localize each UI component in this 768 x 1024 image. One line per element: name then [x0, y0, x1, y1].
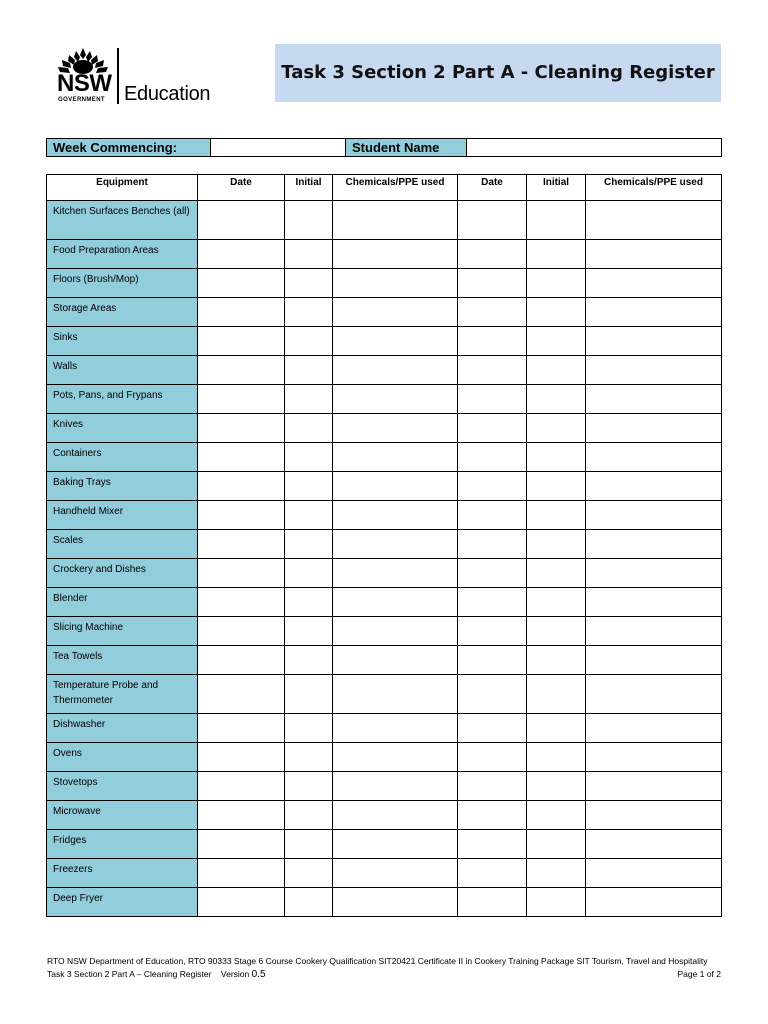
date-cell[interactable]: [198, 830, 285, 859]
date-cell[interactable]: [458, 530, 527, 559]
table-row: [47, 830, 722, 859]
initial-cell[interactable]: [527, 675, 586, 714]
footer-rto-line: RTO NSW Department of Education, RTO 90333 Stage 6 Course Cookery Qualification SIT20421 Certificate II in Cookery Training Package SIT Tourism, Travel and Hospitality: [47, 956, 708, 966]
initial-cell[interactable]: [285, 327, 333, 356]
initial-cell[interactable]: [527, 501, 586, 530]
date-cell[interactable]: [458, 327, 527, 356]
initial-cell[interactable]: [285, 743, 333, 772]
date-cell[interactable]: [198, 240, 285, 269]
column-header-date: Date: [198, 175, 285, 201]
chemicals-ppe-cell[interactable]: [586, 385, 722, 414]
chemicals-ppe-cell[interactable]: [333, 414, 458, 443]
student-name-label: Student Name: [346, 139, 467, 157]
initial-cell[interactable]: [285, 356, 333, 385]
date-cell[interactable]: [198, 472, 285, 501]
table-row: [47, 772, 722, 801]
equipment-cell: Tea Towels: [47, 646, 198, 675]
chemicals-ppe-cell[interactable]: [333, 443, 458, 472]
chemicals-ppe-cell[interactable]: [333, 385, 458, 414]
chemicals-ppe-cell[interactable]: [333, 530, 458, 559]
chemicals-ppe-cell[interactable]: [333, 859, 458, 888]
chemicals-ppe-cell[interactable]: [586, 530, 722, 559]
date-cell[interactable]: [458, 801, 527, 830]
equipment-cell: Temperature Probe and Thermometer: [47, 675, 198, 714]
logo-brand: NSW: [57, 70, 112, 97]
date-cell[interactable]: [458, 772, 527, 801]
chemicals-ppe-cell[interactable]: [586, 298, 722, 327]
date-cell[interactable]: [198, 588, 285, 617]
nsw-education-logo: [56, 46, 226, 106]
equipment-cell: Handheld Mixer: [47, 501, 198, 530]
equipment-cell: Ovens: [47, 743, 198, 772]
chemicals-ppe-cell[interactable]: [333, 327, 458, 356]
chemicals-ppe-cell[interactable]: [586, 501, 722, 530]
chemicals-ppe-cell[interactable]: [586, 201, 722, 240]
title-box: [275, 44, 721, 102]
equipment-cell: Knives: [47, 414, 198, 443]
initial-cell[interactable]: [285, 201, 333, 240]
initial-cell[interactable]: [285, 472, 333, 501]
initial-cell[interactable]: [527, 743, 586, 772]
logo-government: GOVERNMENT: [58, 97, 106, 103]
date-cell[interactable]: [198, 714, 285, 743]
column-header-date: Date: [458, 175, 527, 201]
initial-cell[interactable]: [527, 530, 586, 559]
chemicals-ppe-cell[interactable]: [333, 675, 458, 714]
table-row: [47, 414, 722, 443]
chemicals-ppe-cell[interactable]: [586, 888, 722, 917]
equipment-cell: Dishwasher: [47, 714, 198, 743]
equipment-cell: Kitchen Surfaces Benches (all): [47, 201, 198, 240]
equipment-cell: Storage Areas: [47, 298, 198, 327]
equipment-cell: Microwave: [47, 801, 198, 830]
equipment-cell: Crockery and Dishes: [47, 559, 198, 588]
table-row: [47, 443, 722, 472]
initial-cell[interactable]: [527, 327, 586, 356]
equipment-cell: Pots, Pans, and Frypans: [47, 385, 198, 414]
column-header-chemicals-ppe: Chemicals/PPE used: [333, 175, 458, 201]
initial-cell[interactable]: [527, 269, 586, 298]
column-header-equipment: Equipment: [47, 175, 198, 201]
equipment-cell: Walls: [47, 356, 198, 385]
chemicals-ppe-cell[interactable]: [586, 801, 722, 830]
date-cell[interactable]: [198, 201, 285, 240]
date-cell[interactable]: [458, 385, 527, 414]
date-cell[interactable]: [198, 501, 285, 530]
chemicals-ppe-cell[interactable]: [586, 327, 722, 356]
table-row: [47, 888, 722, 917]
initial-cell[interactable]: [527, 414, 586, 443]
chemicals-ppe-cell[interactable]: [333, 240, 458, 269]
initial-cell[interactable]: [285, 414, 333, 443]
chemicals-ppe-cell[interactable]: [333, 743, 458, 772]
equipment-cell: Slicing Machine: [47, 617, 198, 646]
date-cell[interactable]: [458, 201, 527, 240]
initial-cell[interactable]: [285, 646, 333, 675]
date-cell[interactable]: [458, 414, 527, 443]
chemicals-ppe-cell[interactable]: [586, 772, 722, 801]
week-commencing-field[interactable]: [211, 139, 346, 157]
chemicals-ppe-cell[interactable]: [586, 443, 722, 472]
table-row: [47, 675, 722, 714]
date-cell[interactable]: [458, 675, 527, 714]
date-cell[interactable]: [198, 443, 285, 472]
initial-cell[interactable]: [285, 830, 333, 859]
date-cell[interactable]: [458, 830, 527, 859]
table-row: [47, 327, 722, 356]
cleaning-register-table: [46, 174, 722, 917]
chemicals-ppe-cell[interactable]: [333, 559, 458, 588]
date-cell[interactable]: [198, 801, 285, 830]
equipment-cell: Containers: [47, 443, 198, 472]
date-cell[interactable]: [458, 472, 527, 501]
equipment-cell: Sinks: [47, 327, 198, 356]
date-cell[interactable]: [198, 356, 285, 385]
week-commencing-label: Week Commencing:: [47, 139, 211, 157]
date-cell[interactable]: [198, 646, 285, 675]
initial-cell[interactable]: [285, 443, 333, 472]
logo-divider: [117, 48, 119, 104]
date-cell[interactable]: [458, 559, 527, 588]
equipment-cell: Deep Fryer: [47, 888, 198, 917]
chemicals-ppe-cell[interactable]: [333, 298, 458, 327]
chemicals-ppe-cell[interactable]: [333, 201, 458, 240]
equipment-cell: Stovetops: [47, 772, 198, 801]
chemicals-ppe-cell[interactable]: [586, 414, 722, 443]
equipment-cell: Scales: [47, 530, 198, 559]
register-header-row: [47, 175, 722, 201]
date-cell[interactable]: [198, 888, 285, 917]
date-cell[interactable]: [198, 269, 285, 298]
logo-department: Education: [124, 83, 211, 105]
chemicals-ppe-cell[interactable]: [586, 240, 722, 269]
chemicals-ppe-cell[interactable]: [333, 714, 458, 743]
chemicals-ppe-cell[interactable]: [333, 588, 458, 617]
chemicals-ppe-cell[interactable]: [586, 859, 722, 888]
chemicals-ppe-cell[interactable]: [586, 269, 722, 298]
initial-cell[interactable]: [285, 501, 333, 530]
footer-doc-line: [47, 968, 721, 981]
column-header-chemicals-ppe: Chemicals/PPE used: [586, 175, 722, 201]
page-footer: [47, 955, 721, 981]
table-row: [47, 714, 722, 743]
chemicals-ppe-cell[interactable]: [586, 472, 722, 501]
date-cell[interactable]: [198, 743, 285, 772]
chemicals-ppe-cell[interactable]: [333, 801, 458, 830]
footer-doc-name: Task 3 Section 2 Part A – Cleaning Register: [47, 969, 212, 979]
equipment-cell: Food Preparation Areas: [47, 240, 198, 269]
initial-cell[interactable]: [527, 588, 586, 617]
date-cell[interactable]: [458, 888, 527, 917]
initial-cell[interactable]: [527, 240, 586, 269]
date-cell[interactable]: [198, 530, 285, 559]
equipment-cell: Freezers: [47, 859, 198, 888]
chemicals-ppe-cell[interactable]: [333, 646, 458, 675]
date-cell[interactable]: [458, 501, 527, 530]
table-row: [47, 269, 722, 298]
chemicals-ppe-cell[interactable]: [586, 675, 722, 714]
initial-cell[interactable]: [527, 801, 586, 830]
initial-cell[interactable]: [285, 772, 333, 801]
initial-cell[interactable]: [527, 830, 586, 859]
initial-cell[interactable]: [285, 888, 333, 917]
initial-cell[interactable]: [527, 714, 586, 743]
table-row: [47, 240, 722, 269]
footer-doc-info: [47, 968, 266, 981]
chemicals-ppe-cell[interactable]: [586, 646, 722, 675]
chemicals-ppe-cell[interactable]: [333, 356, 458, 385]
initial-cell[interactable]: [527, 617, 586, 646]
date-cell[interactable]: [198, 298, 285, 327]
chemicals-ppe-cell[interactable]: [586, 588, 722, 617]
initial-cell[interactable]: [285, 298, 333, 327]
initial-cell[interactable]: [527, 888, 586, 917]
table-row: [47, 385, 722, 414]
table-row: [47, 588, 722, 617]
chemicals-ppe-cell[interactable]: [333, 617, 458, 646]
initial-cell[interactable]: [285, 269, 333, 298]
initial-cell[interactable]: [285, 714, 333, 743]
equipment-cell: Blender: [47, 588, 198, 617]
chemicals-ppe-cell[interactable]: [586, 714, 722, 743]
chemicals-ppe-cell[interactable]: [333, 888, 458, 917]
table-row: [47, 201, 722, 240]
date-cell[interactable]: [198, 385, 285, 414]
date-cell[interactable]: [458, 443, 527, 472]
table-row: [47, 472, 722, 501]
chemicals-ppe-cell[interactable]: [586, 356, 722, 385]
table-row: [47, 356, 722, 385]
column-header-initial: Initial: [527, 175, 586, 201]
initial-cell[interactable]: [527, 385, 586, 414]
date-cell[interactable]: [458, 356, 527, 385]
table-row: [47, 298, 722, 327]
initial-cell[interactable]: [527, 646, 586, 675]
initial-cell[interactable]: [285, 588, 333, 617]
date-cell[interactable]: [458, 646, 527, 675]
info-table: [46, 138, 722, 157]
initial-cell[interactable]: [527, 559, 586, 588]
chemicals-ppe-cell[interactable]: [333, 472, 458, 501]
date-cell[interactable]: [198, 772, 285, 801]
footer-version: 0.5: [251, 969, 266, 980]
initial-cell[interactable]: [285, 675, 333, 714]
initial-cell[interactable]: [285, 385, 333, 414]
chemicals-ppe-cell[interactable]: [333, 501, 458, 530]
date-cell[interactable]: [458, 298, 527, 327]
initial-cell[interactable]: [285, 801, 333, 830]
initial-cell[interactable]: [285, 859, 333, 888]
info-row: [47, 139, 722, 157]
table-row: [47, 743, 722, 772]
chemicals-ppe-cell[interactable]: [333, 772, 458, 801]
initial-cell[interactable]: [285, 559, 333, 588]
table-row: [47, 801, 722, 830]
date-cell[interactable]: [198, 327, 285, 356]
table-row: [47, 530, 722, 559]
student-name-field[interactable]: [467, 139, 722, 157]
initial-cell[interactable]: [527, 472, 586, 501]
table-row: [47, 501, 722, 530]
chemicals-ppe-cell[interactable]: [586, 830, 722, 859]
date-cell[interactable]: [458, 859, 527, 888]
date-cell[interactable]: [458, 743, 527, 772]
footer-page-number: Page 1 of 2: [677, 969, 721, 979]
initial-cell[interactable]: [285, 617, 333, 646]
table-row: [47, 859, 722, 888]
equipment-cell: Baking Trays: [47, 472, 198, 501]
initial-cell[interactable]: [527, 356, 586, 385]
chemicals-ppe-cell[interactable]: [333, 269, 458, 298]
date-cell[interactable]: [198, 414, 285, 443]
chemicals-ppe-cell[interactable]: [586, 743, 722, 772]
chemicals-ppe-cell[interactable]: [333, 830, 458, 859]
initial-cell[interactable]: [527, 443, 586, 472]
date-cell[interactable]: [458, 714, 527, 743]
register-body: [47, 201, 722, 917]
date-cell[interactable]: [198, 859, 285, 888]
initial-cell[interactable]: [285, 530, 333, 559]
footer-version-label: Version: [220, 969, 250, 979]
date-cell[interactable]: [198, 617, 285, 646]
date-cell[interactable]: [198, 675, 285, 714]
date-cell[interactable]: [458, 588, 527, 617]
chemicals-ppe-cell[interactable]: [586, 559, 722, 588]
equipment-cell: Fridges: [47, 830, 198, 859]
initial-cell[interactable]: [527, 298, 586, 327]
table-row: [47, 617, 722, 646]
initial-cell[interactable]: [527, 201, 586, 240]
date-cell[interactable]: [198, 559, 285, 588]
initial-cell[interactable]: [527, 772, 586, 801]
page-title: Task 3 Section 2 Part A - Cleaning Register: [281, 62, 715, 83]
column-header-initial: Initial: [285, 175, 333, 201]
initial-cell[interactable]: [285, 240, 333, 269]
date-cell[interactable]: [458, 617, 527, 646]
date-cell[interactable]: [458, 269, 527, 298]
table-row: [47, 559, 722, 588]
table-row: [47, 646, 722, 675]
initial-cell[interactable]: [527, 859, 586, 888]
date-cell[interactable]: [458, 240, 527, 269]
equipment-cell: Floors (Brush/Mop): [47, 269, 198, 298]
chemicals-ppe-cell[interactable]: [586, 617, 722, 646]
